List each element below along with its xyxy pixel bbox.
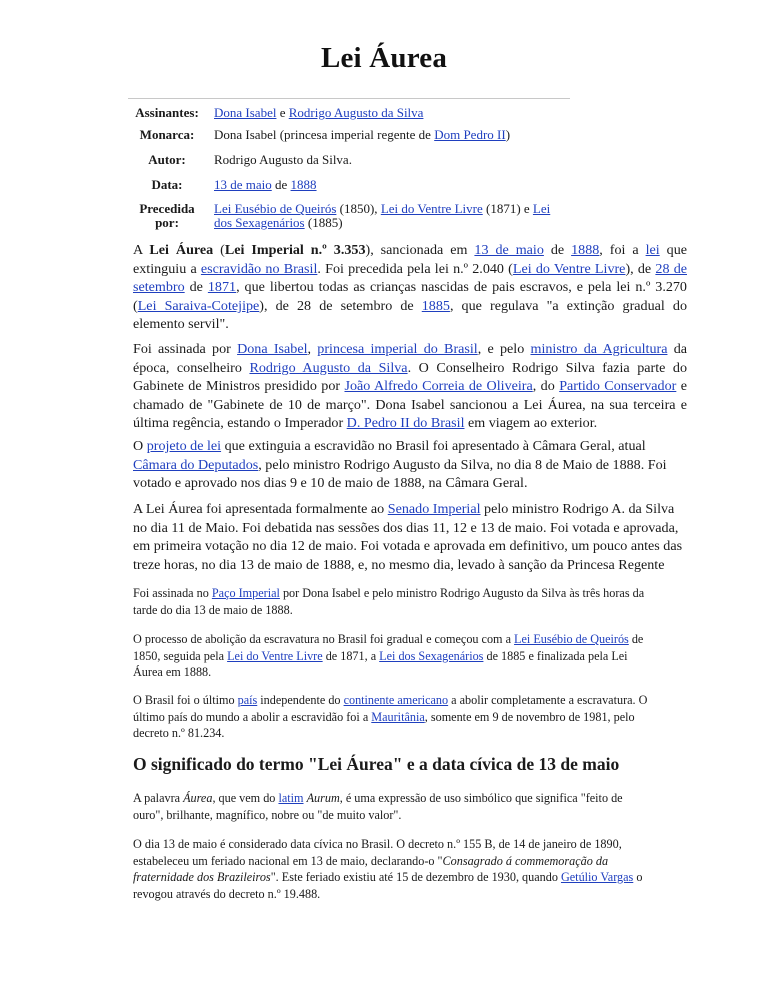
- text-line: ouro", brilhante, magnífico, nobre ou "de muito valor".: [133, 807, 402, 822]
- text: ), de 28 de setembro de: [259, 297, 422, 314]
- text: estabeleceu um feriado nacional em 13 de maio, declarando-o ": [133, 853, 443, 868]
- link-1885[interactable]: 1885: [421, 297, 450, 314]
- text-line: Áurea em 1888.: [133, 665, 212, 680]
- text: e: [676, 378, 687, 395]
- link-latim[interactable]: latim: [278, 791, 304, 805]
- link-lei[interactable]: lei: [645, 242, 660, 258]
- text-line: [133, 297, 687, 316]
- italic-text: Áurea: [183, 791, 213, 805]
- text: , pelo ministro Rodrigo Augusto da Silva, no dia 8 de Maio de 1888. Foi: [258, 456, 667, 473]
- infobox-label: Assinantes:: [135, 105, 199, 120]
- text-line: [133, 414, 687, 433]
- text-line: [133, 500, 687, 519]
- bold-text: Lei Imperial n.º 3.353: [224, 242, 366, 258]
- link-paco-imperial[interactable]: Paço Imperial: [211, 586, 280, 600]
- italic-text: Aurum: [306, 791, 340, 805]
- text: O: [133, 438, 147, 454]
- text: que extinguia a escravidão no Brasil foi apresentado à Câmara Geral, atual: [221, 438, 646, 454]
- link-dona-isabel[interactable]: Dona Isabel: [237, 341, 308, 357]
- text-line: chamado de "Gabinete de 10 de março". Dona Isabel sancionou a Lei Áurea, na sua terceira e: [133, 396, 687, 413]
- text: O processo de abolição da escravatura no Brasil foi gradual e começou com a: [133, 632, 515, 646]
- infobox-label: Monarca:: [139, 127, 195, 142]
- text-line: [133, 648, 685, 665]
- link-princesa-imperial-do-brasil[interactable]: princesa imperial do Brasil: [317, 341, 478, 357]
- paragraph-ultimo-pais: [133, 692, 685, 742]
- text: 1850, seguida pela: [133, 648, 228, 663]
- link-1871[interactable]: 1871: [207, 279, 237, 296]
- text: último país do mundo a abolir a escravidão foi a: [133, 709, 372, 724]
- text: ), de: [625, 260, 656, 277]
- link-mauritania[interactable]: Mauritânia: [371, 709, 425, 724]
- text: (1871) e: [482, 201, 533, 216]
- text: ), sancionada em: [365, 242, 475, 258]
- link-lei-dos-sexagenarios[interactable]: dos Sexagenários: [214, 215, 305, 230]
- text-line: [133, 869, 685, 886]
- text: por Dona Isabel e pelo ministro Rodrigo Augusto da Silva às três horas da: [279, 586, 645, 600]
- infobox-row-assinantes: [128, 99, 570, 127]
- link-camara-do-deputados[interactable]: Câmara do Deputados: [133, 456, 259, 473]
- text-line: decreto n.º 81.234.: [133, 726, 225, 741]
- link-1888[interactable]: 1888: [290, 177, 317, 192]
- text: Dona Isabel (princesa imperial regente de: [214, 127, 435, 142]
- link-28-de-setembro[interactable]: setembro: [133, 279, 185, 296]
- text: Gabinete de Ministros presidido por: [133, 378, 345, 395]
- paragraph-assinatura: [133, 340, 687, 433]
- text-line: treze horas, no dia 13 de maio de 1888, e, no mesmo dia, levado à sanção da Princesa Regente: [133, 556, 665, 573]
- text-line: [133, 377, 687, 396]
- infobox-label: Autor:: [148, 152, 186, 167]
- text: Foi assinada no: [133, 586, 212, 600]
- text: Foi assinada por: [133, 341, 238, 357]
- text-line: [133, 241, 687, 260]
- link-getulio-vargas[interactable]: Getúlio Vargas: [560, 870, 634, 885]
- infobox-row-precedida: [128, 202, 570, 230]
- link-projeto-de-lei[interactable]: projeto de lei: [146, 438, 222, 454]
- link-lei-eusebio-de-queiros[interactable]: Lei Eusébio de Queirós: [514, 632, 629, 646]
- text-line: [133, 709, 685, 726]
- text: de 1885 e finalizada pela Lei: [483, 648, 628, 663]
- text-line: tarde do dia 13 de maio de 1888.: [133, 602, 293, 617]
- infobox-value: [214, 202, 570, 230]
- text: de 1871, a: [322, 648, 380, 663]
- text: A: [133, 242, 150, 258]
- infobox-value: Rodrigo Augusto da Silva.: [214, 152, 352, 167]
- text: a abolir completamente a escravatura. O: [448, 693, 648, 707]
- link-continente-americano[interactable]: continente americano: [343, 693, 449, 707]
- text: , que vem do: [212, 791, 279, 805]
- infobox: [128, 98, 570, 230]
- text: ,: [307, 341, 318, 357]
- text: (1885): [304, 215, 343, 230]
- text: A Lei Áurea foi apresentada formalmente ao: [133, 501, 388, 517]
- text-line: [133, 359, 687, 378]
- text-line: [133, 260, 687, 279]
- link-rodrigo-augusto-da-silva[interactable]: Rodrigo Augusto da Silva: [288, 105, 424, 120]
- text: , que libertou todas as crianças nascidas de pais escravos, e pela lei n.º 3.270: [236, 279, 687, 296]
- text: de: [184, 279, 208, 296]
- text: , do: [532, 378, 560, 395]
- link-lei-eusebio-de-queiros[interactable]: Lei Eusébio de Queirós: [214, 201, 337, 216]
- text-line: elemento servil".: [133, 316, 229, 333]
- page-title: Lei Áurea: [320, 42, 448, 74]
- link-joao-alfredo-correia-de-oliveira[interactable]: João Alfredo Correia de Oliveira: [344, 378, 533, 395]
- text: ". Este feriado existiu até 15 de dezembro de 1930, quando: [270, 870, 561, 885]
- infobox-value: [214, 127, 570, 152]
- text-line: [133, 585, 685, 602]
- paragraph-data-civica: [133, 836, 685, 902]
- link-lei-do-ventre-livre[interactable]: Lei do Ventre Livre: [227, 648, 323, 663]
- bold-text: Lei Áurea: [149, 242, 214, 258]
- text: em viagem ao exterior.: [464, 415, 598, 432]
- italic-text: fraternidade dos Brazileiros: [133, 870, 271, 885]
- text: Precedida: [139, 201, 195, 216]
- link-28-de-setembro[interactable]: 28 de: [655, 260, 687, 277]
- text: da: [667, 341, 688, 357]
- text-line: [133, 437, 687, 456]
- link-lei-dos-sexagenarios[interactable]: Lei: [532, 201, 551, 216]
- text: (: [133, 297, 138, 314]
- text: e: [276, 105, 289, 120]
- link-13-de-maio[interactable]: 13 de maio: [474, 242, 544, 258]
- infobox-row-monarca: [128, 127, 570, 152]
- text-line: [133, 340, 687, 359]
- link-lei-do-ventre-livre[interactable]: Lei do Ventre Livre: [512, 260, 626, 277]
- text: época, conselheiro: [133, 359, 250, 376]
- text: o: [633, 870, 643, 885]
- text: A palavra: [133, 791, 184, 805]
- text: , foi a: [599, 242, 646, 258]
- italic-text: Consagrado á commemoração da: [442, 853, 609, 868]
- text: última regência, estando o Imperador: [133, 415, 347, 432]
- paragraph-significado: [133, 790, 685, 823]
- link-13-de-maio[interactable]: 13 de maio: [214, 177, 272, 192]
- paragraph-projeto: [133, 437, 687, 493]
- text: , que regulava "a extinção gradual do: [449, 297, 687, 314]
- infobox-value: [214, 99, 570, 127]
- text: , somente em 9 de novembro de 1981, pelo: [424, 709, 635, 724]
- text: de: [543, 242, 572, 258]
- text-line: [133, 278, 687, 297]
- paragraph-intro: [133, 241, 687, 334]
- paragraph-paco: [133, 585, 685, 618]
- text: O Brasil foi o último: [133, 693, 238, 707]
- link-dom-pedro-ii[interactable]: Dom Pedro II: [434, 127, 506, 142]
- link-rodrigo-augusto-da-silva[interactable]: Rodrigo Augusto da Silva: [249, 359, 408, 376]
- link-dona-isabel[interactable]: Dona Isabel: [214, 105, 277, 120]
- text-line: [133, 631, 685, 648]
- text: de: [628, 632, 644, 646]
- link-lei-saraiva-cotejipe[interactable]: Lei Saraiva-Cotejipe: [137, 297, 260, 314]
- text-line: em primeira votação no dia 12 de maio. Foi votada e aprovada em definitivo, um pouco antes das: [133, 538, 683, 555]
- link-d-pedro-ii-do-brasil[interactable]: D. Pedro II do Brasil: [346, 415, 465, 432]
- paragraph-processo: [133, 631, 685, 681]
- link-pais[interactable]: país: [237, 693, 258, 707]
- text-line: votado e aprovado nos dias 9 e 10 de maio de 1888, na Câmara Geral.: [133, 475, 528, 492]
- text: . Foi precedida pela lei n.º 2.040 (: [317, 260, 513, 277]
- link-lei-dos-sexagenarios[interactable]: Lei dos Sexagenários: [379, 648, 484, 663]
- section-heading: O significado do termo "Lei Áurea" e a data cívica de 13 de maio: [133, 754, 620, 774]
- text: . O Conselheiro Rodrigo Silva fazia parte do: [407, 359, 688, 376]
- text: pelo ministro Rodrigo A. da Silva: [480, 501, 675, 517]
- text-line: [133, 456, 687, 475]
- infobox-row-data: [128, 177, 570, 202]
- text-line: [133, 853, 685, 870]
- text: que: [659, 242, 687, 258]
- text-line: revogou através do decreto n.º 19.488.: [133, 886, 321, 901]
- text: por:: [155, 215, 179, 230]
- text-line: [133, 692, 685, 709]
- text: , e pelo: [477, 341, 531, 357]
- infobox-row-autor: [128, 152, 570, 177]
- text: de: [271, 177, 291, 192]
- text: (1850),: [336, 201, 381, 216]
- link-1888[interactable]: 1888: [571, 242, 600, 258]
- paragraph-senado: [133, 500, 687, 574]
- infobox-value: [214, 177, 570, 202]
- text: independente do: [257, 693, 344, 707]
- link-senado-imperial[interactable]: Senado Imperial: [387, 501, 481, 517]
- text: , é uma expressão de uso simbólico que significa "feito de: [339, 791, 623, 805]
- text-line: no dia 11 de Maio. Foi debatida nas sessões dos dias 11, 12 e 13 de maio. Foi votada e aprovada,: [133, 519, 679, 536]
- infobox-label: Data:: [151, 177, 183, 192]
- text: ): [505, 127, 511, 142]
- infobox-label: [128, 202, 214, 230]
- link-ministro-da-agricultura[interactable]: ministro da Agricultura: [530, 341, 668, 357]
- link-lei-do-ventre-livre[interactable]: Lei do Ventre Livre: [380, 201, 483, 216]
- text-line: [133, 790, 685, 807]
- text-line: O dia 13 de maio é considerado data cívica no Brasil. O decreto n.º 155 B, de 14 de janeiro de 1890,: [133, 837, 622, 851]
- text: (: [213, 242, 225, 258]
- link-partido-conservador[interactable]: Partido Conservador: [559, 378, 677, 395]
- text: extinguiu a: [133, 260, 201, 277]
- link-escravidao-no-brasil[interactable]: escravidão no Brasil: [200, 260, 318, 277]
